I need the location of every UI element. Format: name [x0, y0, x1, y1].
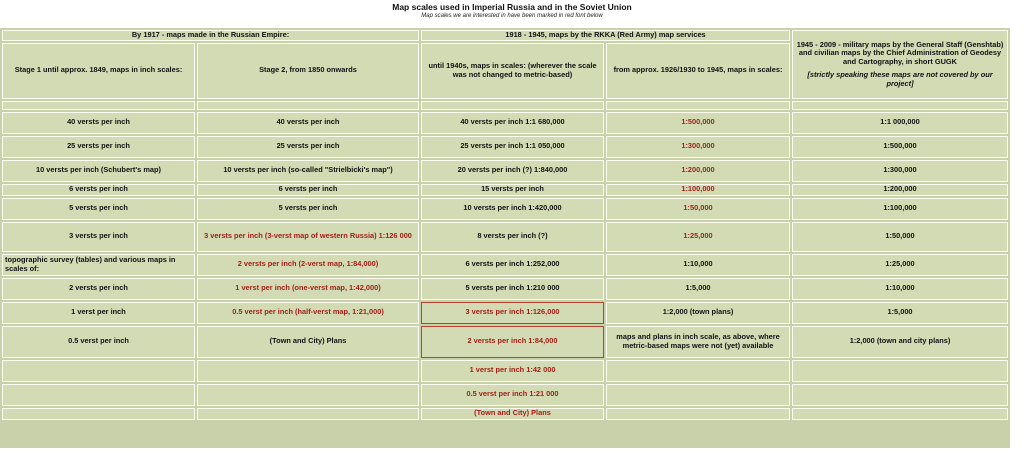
cell-rkka-metric: 1:25,000 — [606, 222, 790, 252]
cell-stage2: (Town and City) Plans — [197, 326, 419, 358]
subheader-stage1: Stage 1 until approx. 1849, maps in inch scales: — [2, 43, 195, 99]
cell-stage2: 40 versts per inch — [197, 112, 419, 134]
table-row — [2, 198, 1008, 220]
cell-rkka-metric — [606, 408, 790, 420]
cell-stage2 — [197, 360, 419, 382]
gugk-header-note: [strictly speaking these maps are not covered by our project] — [807, 70, 993, 88]
spacer-cell — [197, 101, 419, 110]
cell-gugk: 1:10,000 — [792, 278, 1008, 300]
table-row — [2, 384, 1008, 406]
cell-rkka-inch: 0.5 verst per inch 1:21 000 — [421, 384, 604, 406]
cell-rkka-inch: 20 versts per inch (?) 1:840,000 — [421, 160, 604, 182]
cell-rkka-metric: 1:200,000 — [606, 160, 790, 182]
table-row — [2, 360, 1008, 382]
cell-gugk: 1:5,000 — [792, 302, 1008, 324]
cell-stage2: 5 versts per inch — [197, 198, 419, 220]
page-subtitle: Map scales we are interested in have been marked in red font below — [421, 13, 603, 19]
subheader-rkka-inch: until 1940s, maps in scales: (wherever the scale was not changed to metric-based) — [421, 43, 604, 99]
cell-stage2: 10 versts per inch (so-called "Strielbicki's map") — [197, 160, 419, 182]
cell-gugk: 1:500,000 — [792, 136, 1008, 158]
cell-stage1: 5 versts per inch — [2, 198, 195, 220]
cell-stage1: 0.5 verst per inch — [2, 326, 195, 358]
cell-rkka-inch: 3 versts per inch 1:126,000 — [421, 302, 604, 324]
cell-rkka-metric — [606, 384, 790, 406]
cell-rkka-inch: 8 versts per inch (?) — [421, 222, 604, 252]
cell-gugk — [792, 384, 1008, 406]
table-row — [2, 326, 1008, 358]
table-row — [2, 278, 1008, 300]
cell-rkka-metric: maps and plans in inch scale, as above, where metric-based maps were not (yet) available — [606, 326, 790, 358]
cell-rkka-metric: 1:5,000 — [606, 278, 790, 300]
cell-gugk: 1:300,000 — [792, 160, 1008, 182]
cell-rkka-metric: 1:10,000 — [606, 254, 790, 276]
table-row — [2, 254, 1008, 276]
subheader-stage2: Stage 2, from 1850 onwards — [197, 43, 419, 99]
group-header-rkka: 1918 - 1945, maps by the RKKA (Red Army) map services — [421, 30, 790, 41]
table-row — [2, 160, 1008, 182]
cell-stage1 — [2, 408, 195, 420]
cell-rkka-inch: 40 versts per inch 1:1 680,000 — [421, 112, 604, 134]
cell-stage2: 3 versts per inch (3-verst map of western Russia) 1:126 000 — [197, 222, 419, 252]
cell-stage2 — [197, 384, 419, 406]
cell-gugk — [792, 360, 1008, 382]
page-header — [0, 0, 1024, 28]
table-row — [2, 222, 1008, 252]
cell-gugk: 1:1 000,000 — [792, 112, 1008, 134]
scales-table-wrapper — [0, 28, 1010, 448]
table-row — [2, 408, 1008, 420]
map-scales-table — [0, 28, 1010, 422]
group-header-gugk — [792, 30, 1008, 99]
cell-rkka-inch: 10 versts per inch 1:420,000 — [421, 198, 604, 220]
cell-rkka-inch: 1 verst per inch 1:42 000 — [421, 360, 604, 382]
cell-gugk: 1:2,000 (town and city plans) — [792, 326, 1008, 358]
cell-rkka-inch: 5 versts per inch 1:210 000 — [421, 278, 604, 300]
cell-gugk: 1:50,000 — [792, 222, 1008, 252]
cell-stage1: 1 verst per inch — [2, 302, 195, 324]
cell-stage1: 3 versts per inch — [2, 222, 195, 252]
cell-stage2: 0.5 verst per inch (half-verst map, 1:21,000) — [197, 302, 419, 324]
cell-rkka-metric: 1:100,000 — [606, 184, 790, 196]
cell-rkka-inch: 15 versts per inch — [421, 184, 604, 196]
group-header-imperial: By 1917 - maps made in the Russian Empire: — [2, 30, 419, 41]
cell-rkka-inch: 6 versts per inch 1:252,000 — [421, 254, 604, 276]
cell-stage1: 2 versts per inch — [2, 278, 195, 300]
cell-stage2: 2 versts per inch (2-verst map, 1:84,000) — [197, 254, 419, 276]
cell-stage1: 40 versts per inch — [2, 112, 195, 134]
table-row — [2, 184, 1008, 196]
cell-gugk: 1:200,000 — [792, 184, 1008, 196]
cell-stage2 — [197, 408, 419, 420]
table-row — [2, 302, 1008, 324]
cell-gugk — [792, 408, 1008, 420]
cell-stage2: 6 versts per inch — [197, 184, 419, 196]
cell-stage1: 6 versts per inch — [2, 184, 195, 196]
cell-stage2: 25 versts per inch — [197, 136, 419, 158]
cell-stage2: 1 verst per inch (one-verst map, 1:42,000) — [197, 278, 419, 300]
spacer-cell — [2, 101, 195, 110]
cell-rkka-metric — [606, 360, 790, 382]
cell-stage1 — [2, 384, 195, 406]
cell-stage1: 25 versts per inch — [2, 136, 195, 158]
spacer-cell — [421, 101, 604, 110]
cell-stage1: topographic survey (tables) and various maps in scales of: — [2, 254, 195, 276]
spacer-row — [2, 101, 1008, 110]
cell-stage1 — [2, 360, 195, 382]
cell-gugk: 1:100,000 — [792, 198, 1008, 220]
table-row — [2, 136, 1008, 158]
subheader-rkka-metric: from approx. 1926/1930 to 1945, maps in scales: — [606, 43, 790, 99]
cell-rkka-inch: 25 versts per inch 1:1 050,000 — [421, 136, 604, 158]
cell-gugk: 1:25,000 — [792, 254, 1008, 276]
gugk-header-text: 1945 - 2009 - military maps by the General Staff (Genshtab) and civilian maps by the Chief Administration of Geodesy and Cartography, in short GUGK — [796, 39, 1004, 66]
cell-rkka-metric: 1:500,000 — [606, 112, 790, 134]
cell-rkka-metric: 1:300,000 — [606, 136, 790, 158]
cell-rkka-metric: 1:2,000 (town plans) — [606, 302, 790, 324]
group-header-row — [2, 30, 1008, 41]
cell-rkka-metric: 1:50,000 — [606, 198, 790, 220]
cell-rkka-inch: (Town and City) Plans — [421, 408, 604, 420]
cell-stage1: 10 versts per inch (Schubert's map) — [2, 160, 195, 182]
page-title: Map scales used in Imperial Russia and in the Soviet Union — [392, 2, 632, 12]
spacer-cell — [606, 101, 790, 110]
table-row — [2, 112, 1008, 134]
cell-rkka-inch: 2 versts per inch 1:84,000 — [421, 326, 604, 358]
spacer-cell — [792, 101, 1008, 110]
